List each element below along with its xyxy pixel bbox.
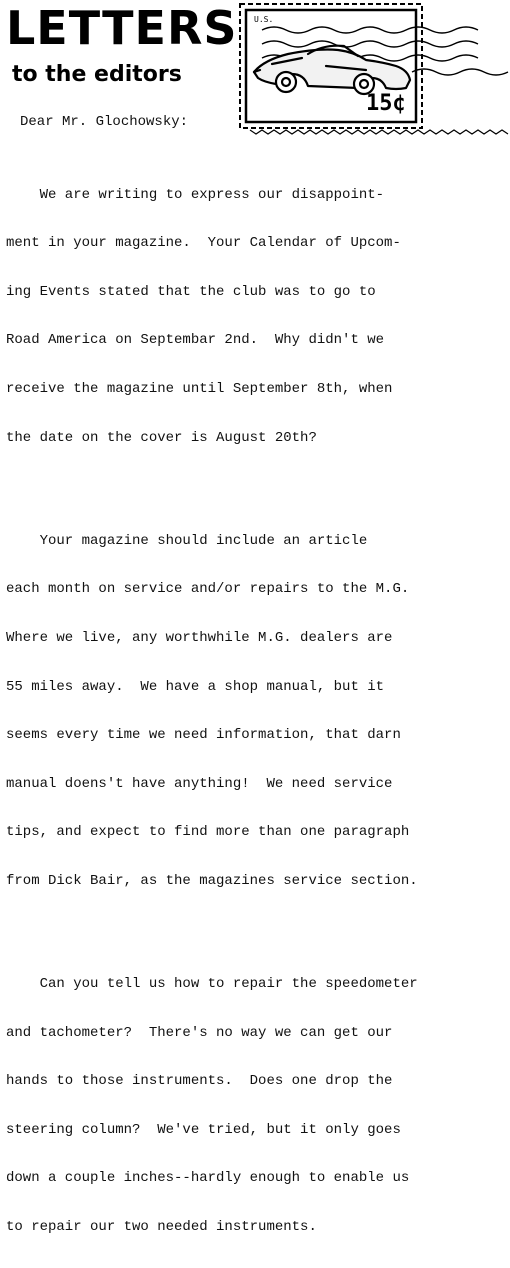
page-title: LETTERS xyxy=(6,1,238,55)
letter-paragraph xyxy=(6,500,506,921)
text-line: seems every time we need information, that darn xyxy=(6,727,401,744)
letter-paragraph xyxy=(6,944,506,1268)
text-line: Road America on Septembar 2nd. Why didn't we xyxy=(6,332,385,349)
text-line: We are writing to express our disappoint- xyxy=(6,186,385,203)
letter-salutation: Dear Mr. Glochowsky: xyxy=(20,114,189,130)
text-line: ment in your magazine. Your Calendar of Upcom- xyxy=(6,235,401,252)
text-line: steering column? We've tried, but it only goes xyxy=(6,1121,401,1138)
text-line: tips, and expect to find more than one paragraph xyxy=(6,824,410,841)
text-line: manual doens't have anything! We need service xyxy=(6,775,393,792)
text-line: the date on the cover is August 20th? xyxy=(6,429,317,446)
text-line: Can you tell us how to repair the speedometer xyxy=(6,975,418,992)
text-line: receive the magazine until September 8th, when xyxy=(6,381,393,398)
letter-paragraph xyxy=(6,154,506,478)
text-line: Your magazine should include an article xyxy=(6,532,368,549)
text-line: from Dick Bair, as the magazines service section. xyxy=(6,872,418,889)
text-line: and tachometer? There's no way we can get our xyxy=(6,1024,393,1041)
letter-body xyxy=(6,100,506,1268)
page-subtitle: to the editors xyxy=(12,62,182,87)
text-line: hands to those instruments. Does one drop the xyxy=(6,1073,393,1090)
text-line: each month on service and/or repairs to the M.G. xyxy=(6,581,410,598)
text-line: 55 miles away. We have a shop manual, but it xyxy=(6,678,385,695)
text-line: ing Events stated that the club was to go to xyxy=(6,283,376,300)
text-line: to repair our two needed instruments. xyxy=(6,1219,317,1235)
text-line: down a couple inches--hardly enough to enable us xyxy=(6,1170,410,1187)
stamp-denomination: 15¢ xyxy=(366,91,406,116)
text-line: Where we live, any worthwhile M.G. dealers are xyxy=(6,629,393,646)
stamp-country: U.S. xyxy=(254,15,274,24)
